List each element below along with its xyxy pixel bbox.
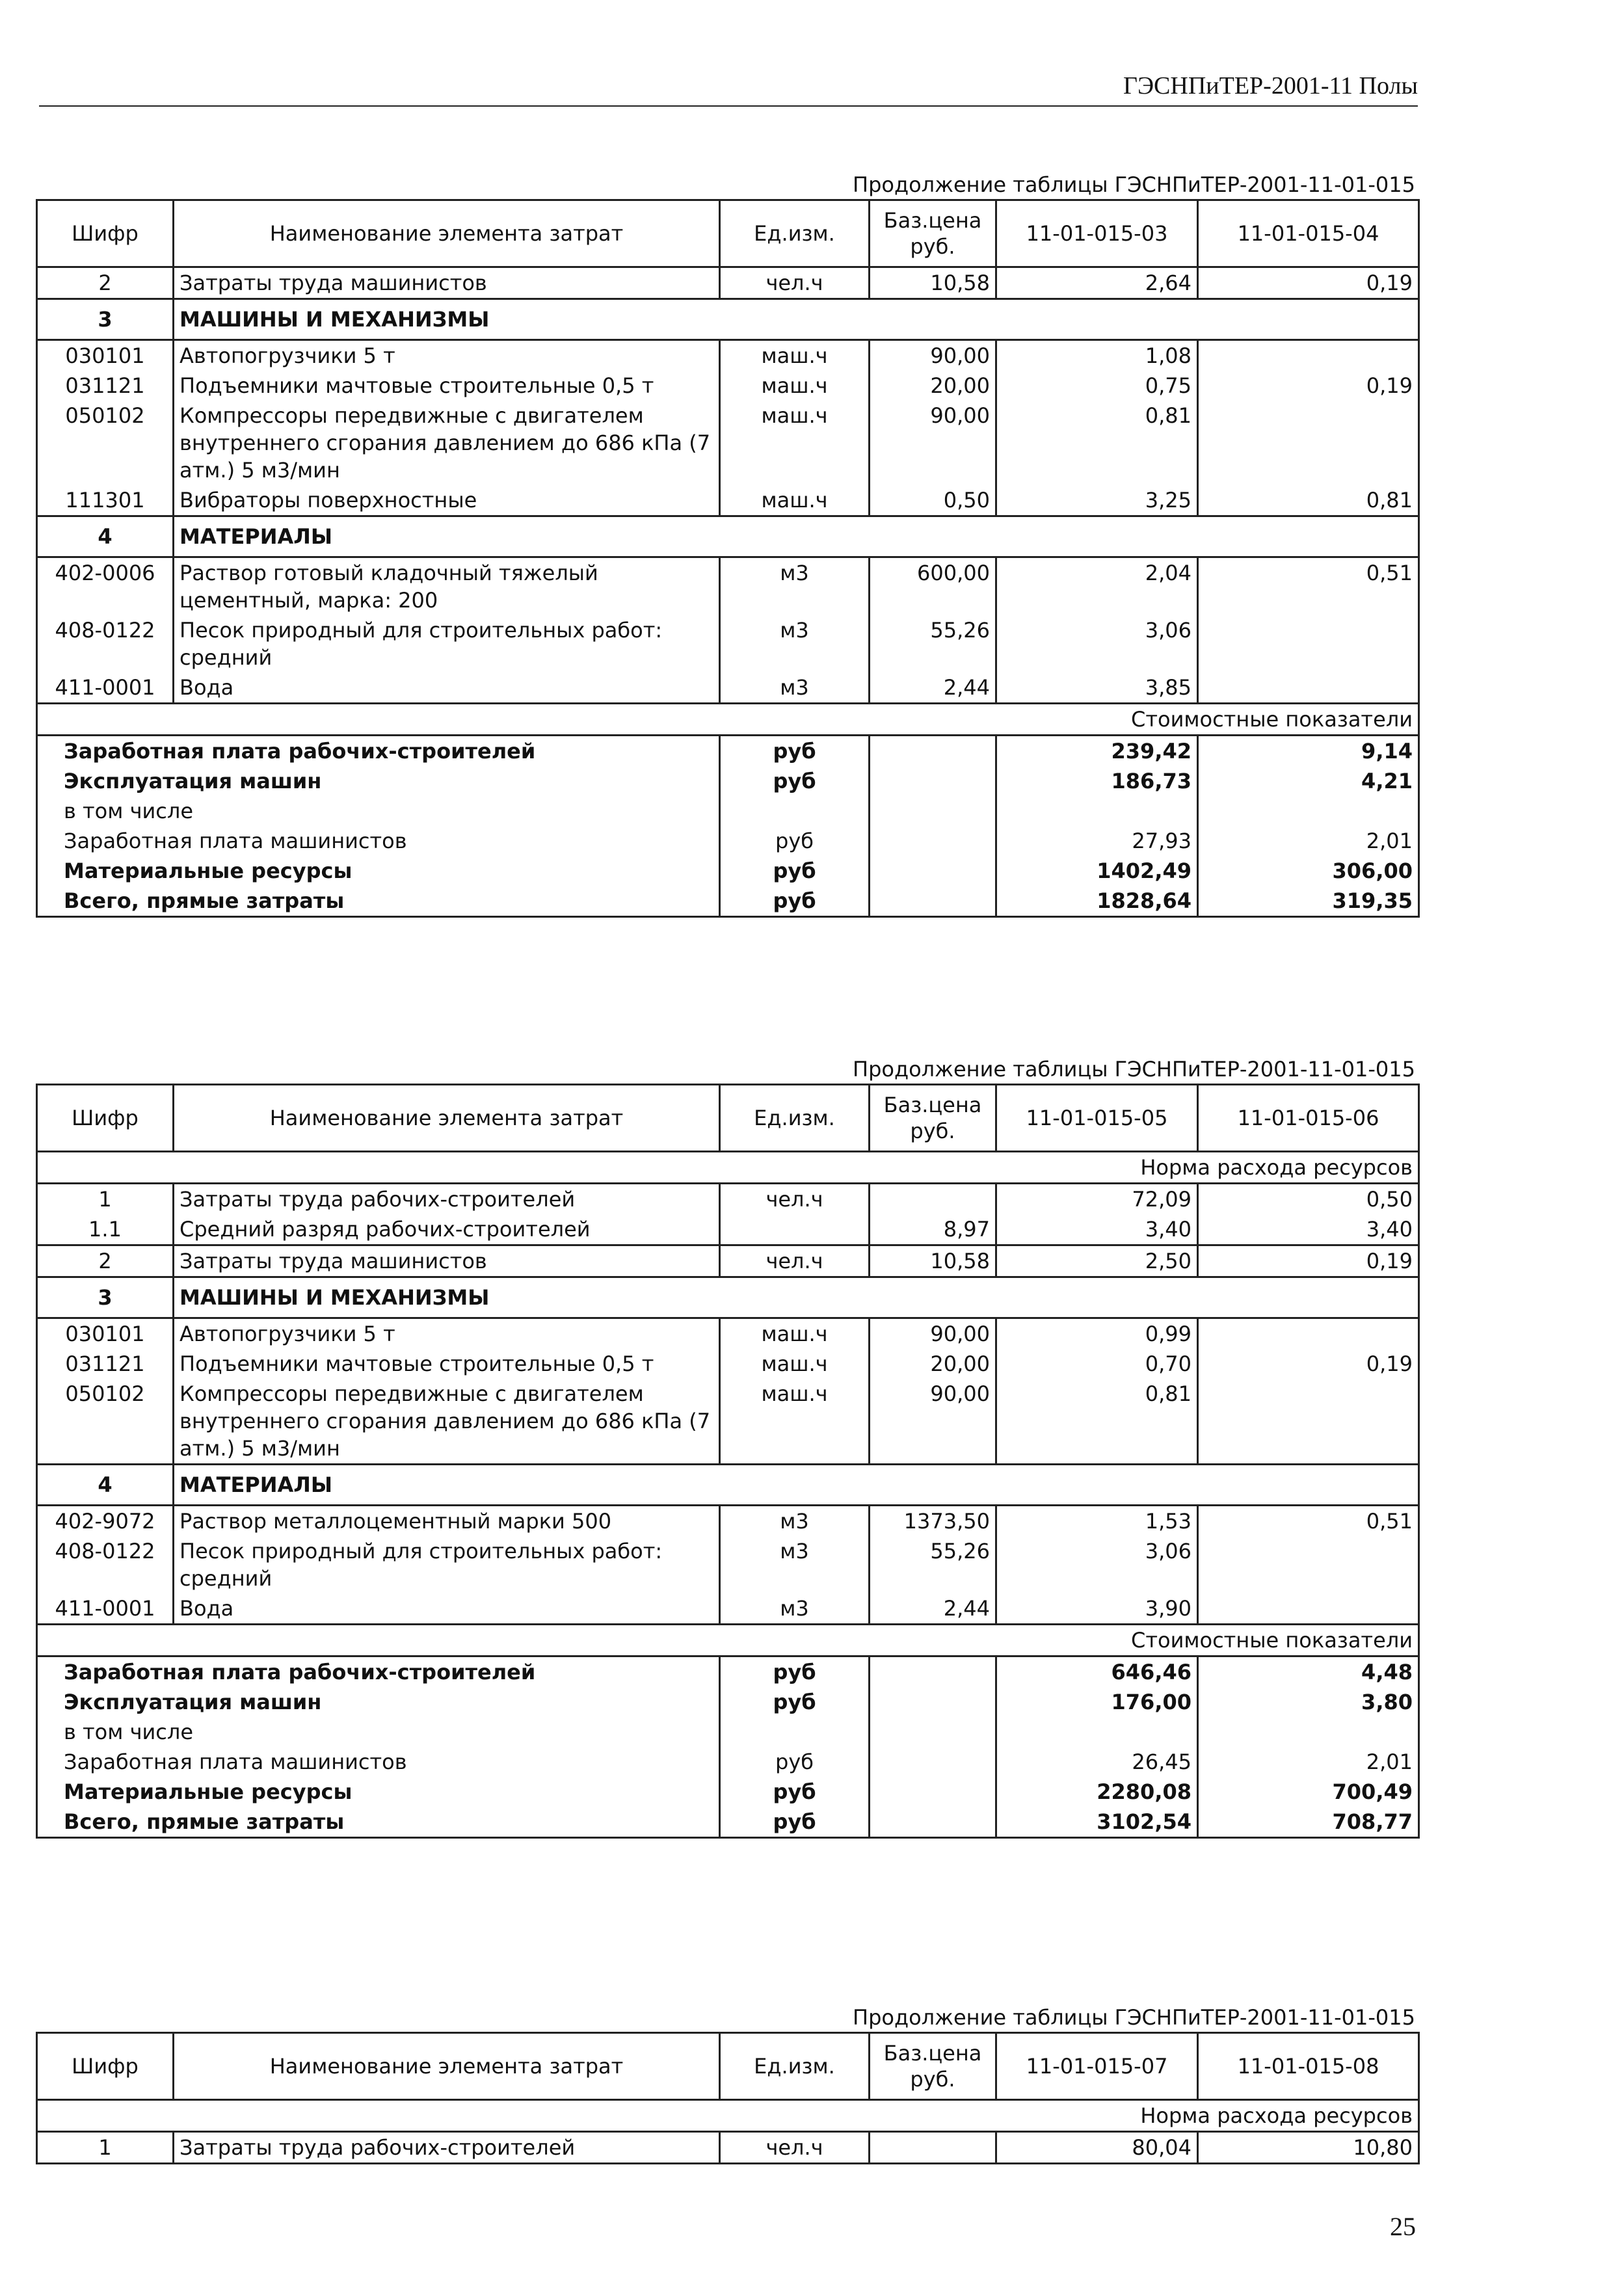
resource-unit: м3 xyxy=(720,1506,870,1537)
resource-price: 2,44 xyxy=(870,1593,996,1625)
table-row xyxy=(37,1506,1419,1537)
value-col-b: 10,80 xyxy=(1198,2132,1419,2164)
table-row xyxy=(37,299,1419,340)
section-number: 4 xyxy=(37,516,174,557)
summary-col-b: 9,14 xyxy=(1198,736,1419,767)
cost-label: Стоимостные показатели xyxy=(37,1625,1419,1656)
table-row xyxy=(37,1277,1419,1318)
summary-unit: руб xyxy=(720,886,870,917)
resource-price: 90,00 xyxy=(870,340,996,371)
resource-price: 90,00 xyxy=(870,401,996,485)
value-col-a: 3,85 xyxy=(996,672,1198,704)
summary-col-a: 1402,49 xyxy=(996,856,1198,886)
resource-price: 1373,50 xyxy=(870,1506,996,1537)
header-price: Баз.цена руб. xyxy=(870,2033,996,2100)
summary-unit: руб xyxy=(720,1656,870,1688)
resource-unit: м3 xyxy=(720,615,870,672)
resource-unit: маш.ч xyxy=(720,1318,870,1350)
table-row xyxy=(37,1349,1419,1379)
table-continuation-caption: Продолжение таблицы ГЭСНПиТЕР-2001-11-01-015 xyxy=(853,2005,1415,2030)
value-col-b: 0,50 xyxy=(1198,1184,1419,1215)
resource-unit: чел.ч xyxy=(720,2132,870,2164)
table-continuation-caption: Продолжение таблицы ГЭСНПиТЕР-2001-11-01-015 xyxy=(853,1057,1415,1082)
resource-code: 2 xyxy=(37,1245,174,1277)
value-col-a: 3,06 xyxy=(996,1536,1198,1593)
estimate-table xyxy=(36,1084,1420,1839)
summary-col-b: 319,35 xyxy=(1198,886,1419,917)
summary-empty xyxy=(870,886,996,917)
resource-name: Автопогрузчики 5 т xyxy=(174,340,720,371)
summary-empty xyxy=(870,1777,996,1807)
summary-name: в том числе xyxy=(37,796,720,826)
value-col-b xyxy=(1198,1536,1419,1593)
table-row xyxy=(37,1593,1419,1625)
resource-code: 411-0001 xyxy=(37,1593,174,1625)
estimate-table xyxy=(36,199,1420,918)
table-row xyxy=(37,1318,1419,1350)
value-col-a: 0,75 xyxy=(996,371,1198,401)
table-row xyxy=(37,1379,1419,1465)
value-col-b xyxy=(1198,1318,1419,1350)
value-col-b: 0,19 xyxy=(1198,371,1419,401)
summary-unit xyxy=(720,1717,870,1747)
value-col-b xyxy=(1198,340,1419,371)
value-col-a: 1,53 xyxy=(996,1506,1198,1537)
resource-code: 1.1 xyxy=(37,1214,174,1245)
table-row xyxy=(37,401,1419,485)
summary-col-b: 3,80 xyxy=(1198,1687,1419,1717)
cost-label-row xyxy=(37,704,1419,736)
header-col-a: 11-01-015-05 xyxy=(996,1085,1198,1152)
resource-code: 031121 xyxy=(37,1349,174,1379)
resource-price: 55,26 xyxy=(870,615,996,672)
table-row xyxy=(37,1214,1419,1245)
cost-table-1 xyxy=(36,170,1418,918)
summary-col-a: 3102,54 xyxy=(996,1807,1198,1838)
table-row xyxy=(37,340,1419,371)
table-row xyxy=(37,267,1419,299)
value-col-b xyxy=(1198,401,1419,485)
section-title: МАШИНЫ И МЕХАНИЗМЫ xyxy=(174,299,1419,340)
resource-name: Песок природный для строительных работ: средний xyxy=(174,1536,720,1593)
value-col-a: 1,08 xyxy=(996,340,1198,371)
summary-col-a: 186,73 xyxy=(996,766,1198,796)
resource-name: Затраты труда машинистов xyxy=(174,267,720,299)
summary-col-a: 176,00 xyxy=(996,1687,1198,1717)
resource-code: 050102 xyxy=(37,401,174,485)
summary-col-b: 2,01 xyxy=(1198,1747,1419,1777)
header-price: Баз.цена руб. xyxy=(870,1085,996,1152)
resource-name: Раствор готовый кладочный тяжелый цементный, марка: 200 xyxy=(174,557,720,616)
value-col-b: 0,51 xyxy=(1198,1506,1419,1537)
table-row xyxy=(37,1465,1419,1506)
summary-col-b: 306,00 xyxy=(1198,856,1419,886)
estimate-table xyxy=(36,2032,1420,2164)
resource-unit: маш.ч xyxy=(720,340,870,371)
value-col-a: 0,81 xyxy=(996,401,1198,485)
table-row xyxy=(37,516,1419,557)
summary-row xyxy=(37,886,1419,917)
page-number: 25 xyxy=(1390,2212,1416,2241)
summary-empty xyxy=(870,736,996,767)
summary-name: Эксплуатация машин xyxy=(37,1687,720,1717)
summary-col-b: 4,21 xyxy=(1198,766,1419,796)
header-col-a: 11-01-015-07 xyxy=(996,2033,1198,2100)
table-row xyxy=(37,485,1419,516)
resource-price: 55,26 xyxy=(870,1536,996,1593)
resource-code: 2 xyxy=(37,267,174,299)
resource-price: 20,00 xyxy=(870,1349,996,1379)
summary-row xyxy=(37,1747,1419,1777)
header-code: Шифр xyxy=(37,2033,174,2100)
resource-unit: м3 xyxy=(720,672,870,704)
value-col-b: 3,40 xyxy=(1198,1214,1419,1245)
resource-unit: чел.ч xyxy=(720,1184,870,1215)
resource-unit: маш.ч xyxy=(720,1379,870,1465)
resource-name: Затраты труда рабочих-строителей xyxy=(174,1184,720,1215)
resource-unit: маш.ч xyxy=(720,485,870,516)
resource-unit: маш.ч xyxy=(720,371,870,401)
summary-name: Заработная плата рабочих-строителей xyxy=(37,736,720,767)
resource-code: 050102 xyxy=(37,1379,174,1465)
table-row xyxy=(37,557,1419,616)
resource-price: 20,00 xyxy=(870,371,996,401)
norm-label-row xyxy=(37,2100,1419,2132)
summary-empty xyxy=(870,1717,996,1747)
table-row xyxy=(37,1536,1419,1593)
summary-col-a: 2280,08 xyxy=(996,1777,1198,1807)
summary-name: Заработная плата машинистов xyxy=(37,826,720,856)
summary-col-a: 27,93 xyxy=(996,826,1198,856)
table-continuation-caption: Продолжение таблицы ГЭСНПиТЕР-2001-11-01-015 xyxy=(853,172,1415,197)
summary-row xyxy=(37,796,1419,826)
value-col-a: 2,64 xyxy=(996,267,1198,299)
resource-code: 1 xyxy=(37,1184,174,1215)
header-code: Шифр xyxy=(37,200,174,267)
header-name: Наименование элемента затрат xyxy=(174,2033,720,2100)
summary-row xyxy=(37,766,1419,796)
resource-name: Автопогрузчики 5 т xyxy=(174,1318,720,1350)
norm-label: Норма расхода ресурсов xyxy=(37,2100,1419,2132)
summary-unit: руб xyxy=(720,1687,870,1717)
resource-name: Подъемники мачтовые строительные 0,5 т xyxy=(174,371,720,401)
summary-col-b: 708,77 xyxy=(1198,1807,1419,1838)
resource-name: Песок природный для строительных работ: средний xyxy=(174,615,720,672)
table-row xyxy=(37,371,1419,401)
summary-row xyxy=(37,1807,1419,1838)
resource-unit: чел.ч xyxy=(720,267,870,299)
summary-col-b: 4,48 xyxy=(1198,1656,1419,1688)
value-col-b: 0,19 xyxy=(1198,1349,1419,1379)
summary-name: Материальные ресурсы xyxy=(37,856,720,886)
summary-name: Заработная плата рабочих-строителей xyxy=(37,1656,720,1688)
summary-empty xyxy=(870,856,996,886)
value-col-a: 3,25 xyxy=(996,485,1198,516)
summary-row xyxy=(37,736,1419,767)
table-row xyxy=(37,1245,1419,1277)
summary-unit: руб xyxy=(720,1807,870,1838)
resource-code: 030101 xyxy=(37,340,174,371)
summary-empty xyxy=(870,826,996,856)
value-col-b: 0,19 xyxy=(1198,1245,1419,1277)
norm-label: Норма расхода ресурсов xyxy=(37,1152,1419,1184)
resource-unit xyxy=(720,1214,870,1245)
section-number: 4 xyxy=(37,1465,174,1506)
resource-price xyxy=(870,2132,996,2164)
resource-code: 408-0122 xyxy=(37,615,174,672)
value-col-b: 0,51 xyxy=(1198,557,1419,616)
table-row xyxy=(37,2132,1419,2164)
table-row xyxy=(37,1184,1419,1215)
resource-name: Затраты труда машинистов xyxy=(174,1245,720,1277)
section-number: 3 xyxy=(37,299,174,340)
header-name: Наименование элемента затрат xyxy=(174,1085,720,1152)
summary-col-a: 1828,64 xyxy=(996,886,1198,917)
resource-price: 10,58 xyxy=(870,1245,996,1277)
resource-code: 402-9072 xyxy=(37,1506,174,1537)
section-title: МАШИНЫ И МЕХАНИЗМЫ xyxy=(174,1277,1419,1318)
value-col-b: 0,81 xyxy=(1198,485,1419,516)
header-col-b: 11-01-015-08 xyxy=(1198,2033,1419,2100)
summary-name: Эксплуатация машин xyxy=(37,766,720,796)
resource-name: Подъемники мачтовые строительные 0,5 т xyxy=(174,1349,720,1379)
summary-name: Всего, прямые затраты xyxy=(37,1807,720,1838)
summary-col-a: 26,45 xyxy=(996,1747,1198,1777)
resource-unit: м3 xyxy=(720,1593,870,1625)
resource-code: 408-0122 xyxy=(37,1536,174,1593)
summary-empty xyxy=(870,1747,996,1777)
value-col-a: 0,99 xyxy=(996,1318,1198,1350)
value-col-b: 0,19 xyxy=(1198,267,1419,299)
value-col-b xyxy=(1198,615,1419,672)
summary-empty xyxy=(870,1687,996,1717)
summary-unit: руб xyxy=(720,826,870,856)
resource-name: Раствор металлоцементный марки 500 xyxy=(174,1506,720,1537)
resource-code: 031121 xyxy=(37,371,174,401)
summary-unit: руб xyxy=(720,766,870,796)
summary-unit: руб xyxy=(720,1777,870,1807)
header-price: Баз.цена руб. xyxy=(870,200,996,267)
summary-empty xyxy=(870,1656,996,1688)
section-title: МАТЕРИАЛЫ xyxy=(174,516,1419,557)
cost-label-row xyxy=(37,1625,1419,1656)
resource-price: 600,00 xyxy=(870,557,996,616)
resource-price: 2,44 xyxy=(870,672,996,704)
value-col-b xyxy=(1198,1379,1419,1465)
cost-table-2 xyxy=(36,1055,1418,1839)
resource-code: 1 xyxy=(37,2132,174,2164)
resource-price xyxy=(870,1184,996,1215)
resource-price: 0,50 xyxy=(870,485,996,516)
summary-row xyxy=(37,1777,1419,1807)
resource-price: 8,97 xyxy=(870,1214,996,1245)
resource-name: Компрессоры передвижные с двигателем внутреннего сгорания давлением до 686 кПа (7 атм.) 5 м3/мин xyxy=(174,401,720,485)
resource-unit: маш.ч xyxy=(720,401,870,485)
header-unit: Ед.изм. xyxy=(720,1085,870,1152)
resource-price: 10,58 xyxy=(870,267,996,299)
table-header-row xyxy=(37,2033,1419,2100)
resource-price: 90,00 xyxy=(870,1379,996,1465)
summary-col-b: 700,49 xyxy=(1198,1777,1419,1807)
resource-unit: м3 xyxy=(720,1536,870,1593)
value-col-a: 2,04 xyxy=(996,557,1198,616)
summary-name: Материальные ресурсы xyxy=(37,1777,720,1807)
resource-price: 90,00 xyxy=(870,1318,996,1350)
value-col-a: 72,09 xyxy=(996,1184,1198,1215)
value-col-a: 3,06 xyxy=(996,615,1198,672)
value-col-a: 3,40 xyxy=(996,1214,1198,1245)
resource-name: Затраты труда рабочих-строителей xyxy=(174,2132,720,2164)
summary-row xyxy=(37,856,1419,886)
summary-row xyxy=(37,1656,1419,1688)
resource-name: Средний разряд рабочих-строителей xyxy=(174,1214,720,1245)
summary-empty xyxy=(870,766,996,796)
summary-unit: руб xyxy=(720,736,870,767)
section-number: 3 xyxy=(37,1277,174,1318)
table-row xyxy=(37,672,1419,704)
header-title: ГЭСНПиТЕР-2001-11 Полы xyxy=(1123,72,1418,100)
cost-table-3 xyxy=(36,2003,1418,2164)
summary-col-a: 239,42 xyxy=(996,736,1198,767)
summary-col-a xyxy=(996,796,1198,826)
resource-name: Компрессоры передвижные с двигателем внутреннего сгорания давлением до 686 кПа (7 атм.) 5 м3/мин xyxy=(174,1379,720,1465)
summary-col-b xyxy=(1198,1717,1419,1747)
resource-unit: маш.ч xyxy=(720,1349,870,1379)
resource-unit: чел.ч xyxy=(720,1245,870,1277)
header-col-a: 11-01-015-03 xyxy=(996,200,1198,267)
cost-label: Стоимостные показатели xyxy=(37,704,1419,736)
summary-col-b xyxy=(1198,796,1419,826)
summary-col-a: 646,46 xyxy=(996,1656,1198,1688)
header-code: Шифр xyxy=(37,1085,174,1152)
summary-name: в том числе xyxy=(37,1717,720,1747)
summary-col-b: 2,01 xyxy=(1198,826,1419,856)
table-header-row xyxy=(37,1085,1419,1152)
summary-row xyxy=(37,826,1419,856)
summary-row xyxy=(37,1687,1419,1717)
summary-name: Всего, прямые затраты xyxy=(37,886,720,917)
section-title: МАТЕРИАЛЫ xyxy=(174,1465,1419,1506)
summary-unit xyxy=(720,796,870,826)
summary-unit: руб xyxy=(720,856,870,886)
header-unit: Ед.изм. xyxy=(720,2033,870,2100)
norm-label-row xyxy=(37,1152,1419,1184)
resource-code: 030101 xyxy=(37,1318,174,1350)
summary-empty xyxy=(870,1807,996,1838)
value-col-a: 2,50 xyxy=(996,1245,1198,1277)
header-name: Наименование элемента затрат xyxy=(174,200,720,267)
header-col-b: 11-01-015-04 xyxy=(1198,200,1419,267)
value-col-a: 0,70 xyxy=(996,1349,1198,1379)
resource-name: Вибраторы поверхностные xyxy=(174,485,720,516)
page-header xyxy=(39,72,1418,107)
resource-unit: м3 xyxy=(720,557,870,616)
resource-name: Вода xyxy=(174,1593,720,1625)
summary-col-a xyxy=(996,1717,1198,1747)
resource-name: Вода xyxy=(174,672,720,704)
resource-code: 411-0001 xyxy=(37,672,174,704)
header-unit: Ед.изм. xyxy=(720,200,870,267)
value-col-a: 3,90 xyxy=(996,1593,1198,1625)
value-col-a: 0,81 xyxy=(996,1379,1198,1465)
resource-code: 402-0006 xyxy=(37,557,174,616)
header-col-b: 11-01-015-06 xyxy=(1198,1085,1419,1152)
summary-unit: руб xyxy=(720,1747,870,1777)
summary-row xyxy=(37,1717,1419,1747)
value-col-a: 80,04 xyxy=(996,2132,1198,2164)
value-col-b xyxy=(1198,1593,1419,1625)
resource-code: 111301 xyxy=(37,485,174,516)
table-row xyxy=(37,615,1419,672)
table-header-row xyxy=(37,200,1419,267)
summary-name: Заработная плата машинистов xyxy=(37,1747,720,1777)
value-col-b xyxy=(1198,672,1419,704)
summary-empty xyxy=(870,796,996,826)
